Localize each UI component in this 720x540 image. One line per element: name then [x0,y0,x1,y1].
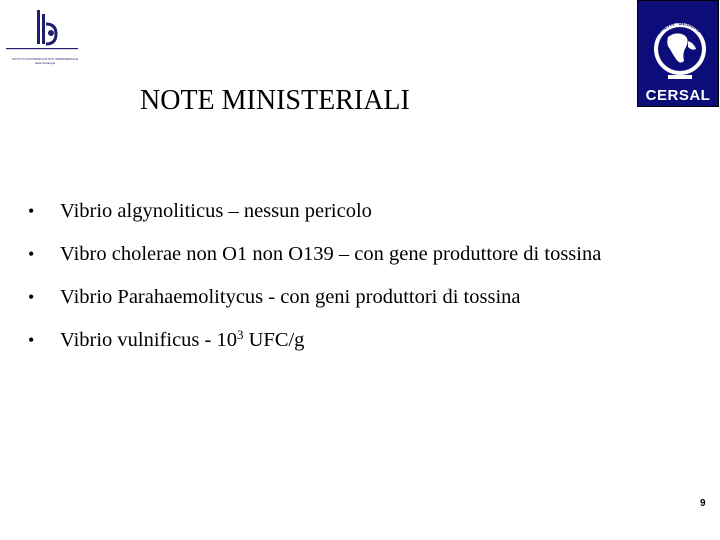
bullet-marker: • [28,330,35,350]
institute-caption [8,57,82,65]
institute-logo [4,6,80,66]
page-number: 9 [700,498,706,509]
bullet-text: Vibro cholerae non O1 non O139 – con gene produttore di tossina [60,243,602,265]
institute-caption-line1: ISTITUTO ZOOPROFILATTICO SPERIMENTALE [11,57,79,61]
bullet-item [28,325,601,355]
bullet-list [28,196,601,368]
cersal-logo [637,0,719,107]
cersal-label: CERSAL [645,87,711,104]
institute-emblem-icon [4,6,80,56]
bullet-marker: • [28,201,35,221]
bullet-marker: • [28,244,35,264]
globe-icon [638,1,718,91]
ring-text-right: GLOBAL HEALTH [678,20,713,55]
bullet-item [28,196,601,226]
bullet-marker: • [28,287,35,307]
bullet-item [28,282,601,312]
ring-text-left: ONE HEALTH [648,21,675,51]
institute-caption-line2: della Sardegna [34,61,56,65]
bullet-text-after: UFC/g [243,329,305,351]
bullet-text-before: Vibrio vulnificus - 10 [60,329,237,351]
slide-title: NOTE MINISTERIALI [140,85,410,116]
exponent: 3 [236,327,244,342]
bullet-text: Vibrio algynoliticus – nessun pericolo [60,200,372,222]
bullet-text: Vibrio Parahaemolitycus - con geni produttori di tossina [60,286,521,308]
bullet-item [28,239,601,269]
